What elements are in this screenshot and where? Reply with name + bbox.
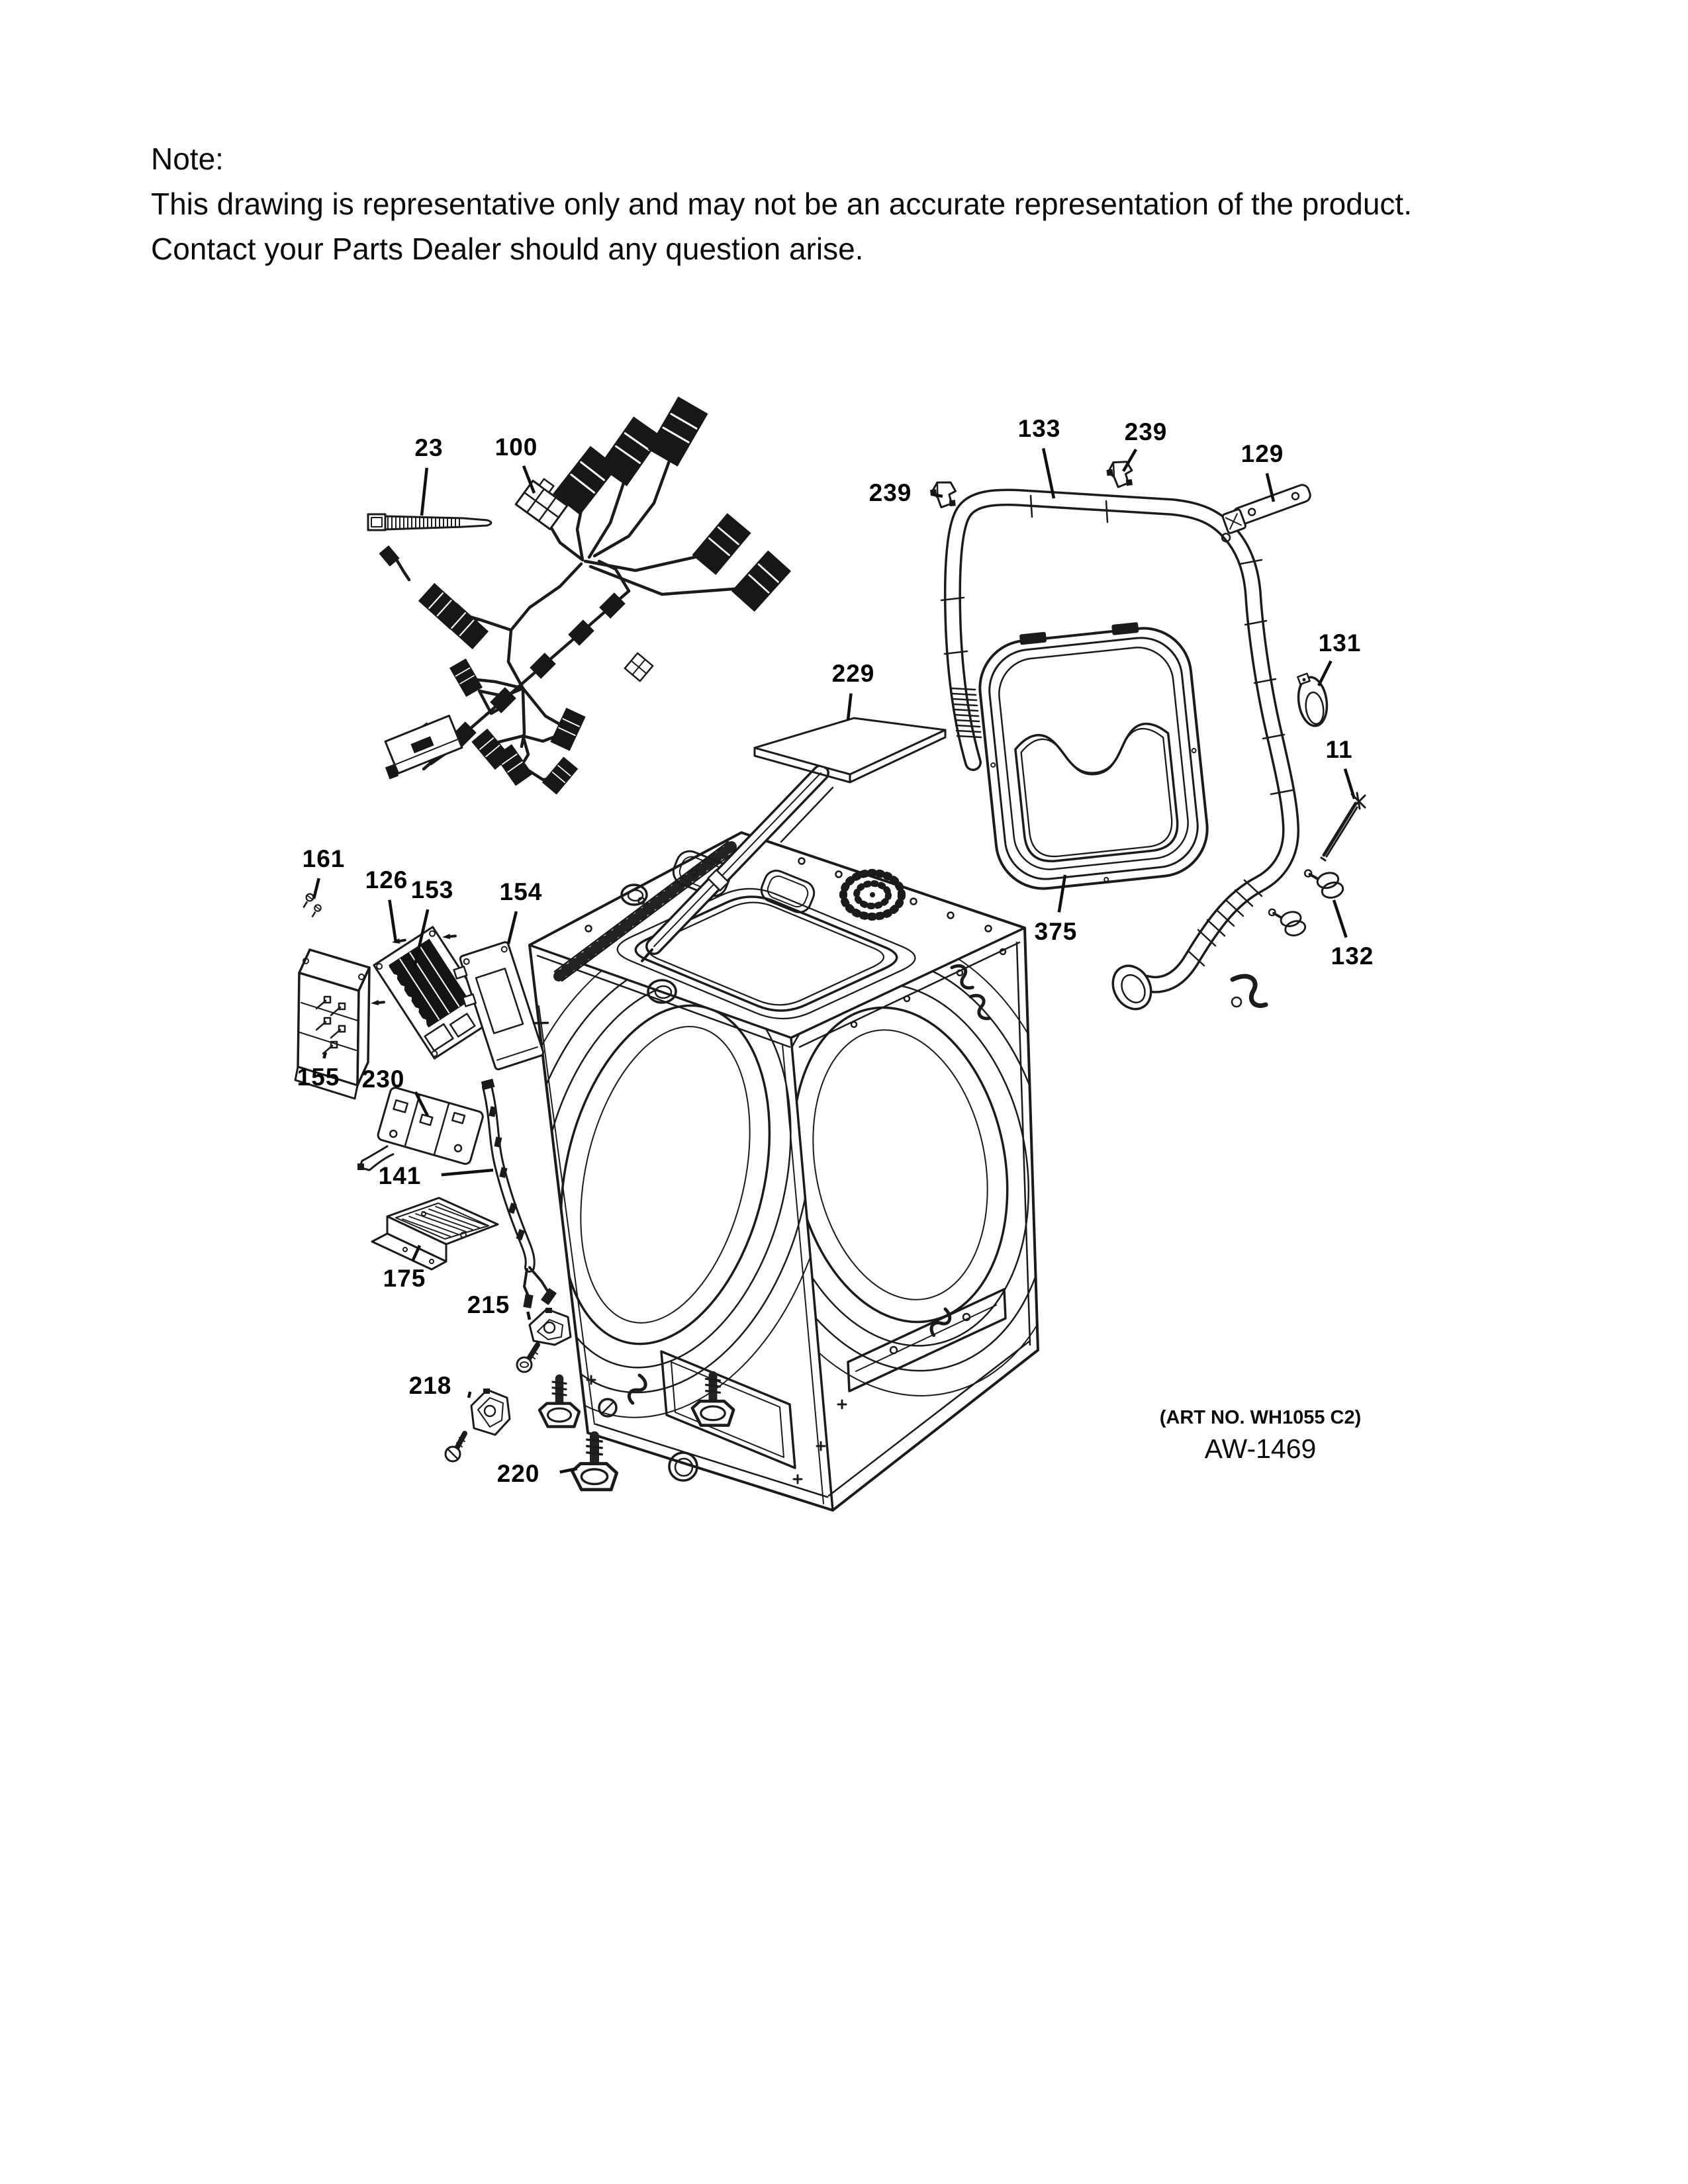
- s-clamp-extra: [1232, 976, 1266, 1007]
- part-callout-230: 230: [361, 1066, 405, 1093]
- part-callout-161: 161: [302, 845, 346, 872]
- part-callout-131: 131: [1318, 629, 1362, 657]
- screw-126-c: [371, 999, 385, 1006]
- screw-161-a: [304, 894, 313, 907]
- part-callout-215: 215: [467, 1291, 510, 1318]
- wire-channel-141-drawing: [481, 1079, 557, 1308]
- part-callout-153: 153: [410, 876, 454, 903]
- hose-clip-239-top: [1105, 460, 1134, 488]
- part-callout-229: 229: [831, 660, 875, 687]
- part-callout-155: 155: [297, 1064, 340, 1091]
- insulation-panel-drawing: [755, 718, 945, 782]
- cable-tie-drawing: [368, 514, 491, 530]
- leg-bracket-218-drawing: [445, 1388, 510, 1461]
- tub-gasket-drawing: [974, 617, 1212, 893]
- part-callout-239: 239: [868, 479, 912, 506]
- note-line-2: Contact your Parts Dealer should any question arise.: [151, 232, 864, 266]
- shield-tray-175-drawing: [372, 1198, 498, 1269]
- part-callout-220: 220: [496, 1460, 540, 1487]
- part-callout-11: 11: [1325, 736, 1353, 763]
- part-callout-154: 154: [499, 878, 543, 905]
- part-callout-132: 132: [1331, 942, 1374, 970]
- hose-clip-239-left: [929, 480, 957, 508]
- part-callout-100: 100: [494, 433, 538, 461]
- leveling-foot-extra-left: [539, 1379, 579, 1427]
- part-callout-175: 175: [383, 1265, 426, 1292]
- hose-clamp-132: [1304, 862, 1344, 903]
- screw-126-a: [391, 938, 405, 945]
- part-callout-218: 218: [408, 1372, 452, 1399]
- part-callout-239: 239: [1124, 418, 1168, 445]
- part-callout-126: 126: [365, 866, 408, 893]
- part-callout-141: 141: [378, 1162, 422, 1189]
- leveling-foot-220: [572, 1436, 616, 1490]
- part-callout-133: 133: [1017, 415, 1061, 442]
- hose-clamp-extra: [1268, 902, 1307, 940]
- grommet-131-drawing: [1295, 674, 1330, 728]
- part-callout-375: 375: [1034, 918, 1078, 945]
- bracket-230-drawing: [357, 1087, 484, 1170]
- leg-bracket-215-drawing: [517, 1308, 571, 1372]
- sensor-pin-drawing: [1321, 793, 1365, 860]
- screw-126-b: [442, 933, 456, 940]
- part-callout-129: 129: [1241, 440, 1284, 467]
- drawing-number: AW-1469: [1204, 1433, 1317, 1464]
- art-number: (ART NO. WH1055 C2): [1159, 1407, 1362, 1428]
- part-callout-23: 23: [414, 434, 444, 461]
- screw-161-b: [312, 905, 321, 917]
- bracket-129-drawing: [1214, 483, 1315, 543]
- note-line-1: This drawing is representative only and may not be an accurate representation of the product.: [151, 187, 1412, 221]
- note-title: Note:: [151, 142, 224, 176]
